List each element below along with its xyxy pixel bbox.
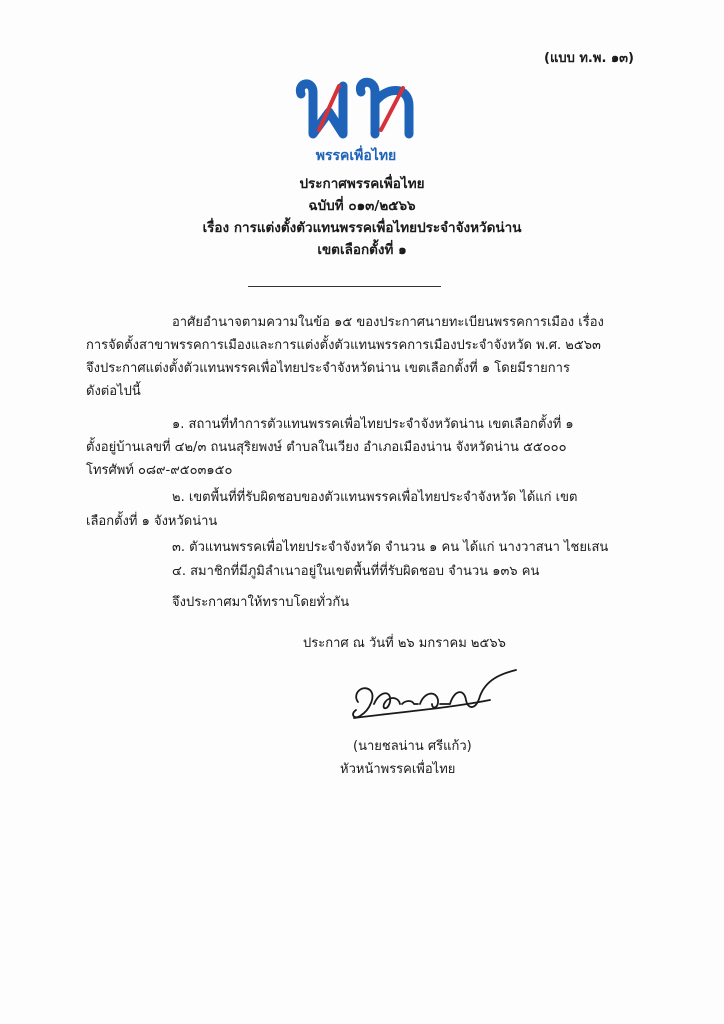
header-divider [248, 286, 441, 287]
item-1-line-1: ๑. สถานที่ทำการตัวแทนพรรคเพื่อไทยประจำจังหวัดน่าน เขตเลือกตั้งที่ ๑ [172, 417, 574, 432]
item-2-line-1: ๒. เขตพื้นที่ที่รับผิดชอบของตัวแทนพรรคเพื่อไทยประจำจังหวัด ได้แก่ เขต [172, 490, 578, 505]
intro-line-1: อาศัยอำนาจตามความในข้อ ๑๕ ของประกาศนายทะเบียนพรรคการเมือง เรื่อง [172, 315, 604, 330]
closing-text: จึงประกาศมาให้ทราบโดยทั่วกัน [172, 595, 350, 610]
party-logo-mark [291, 72, 421, 167]
intro-line-3: จึงประกาศแต่งตั้งตัวแทนพรรคเพื่อไทยประจำจังหวัดน่าน เขตเลือกตั้งที่ ๑ โดยมีรายการ [86, 361, 570, 376]
announce-date: ประกาศ ณ วันที่ ๒๖ มกราคม ๒๕๖๖ [303, 636, 506, 651]
item-3: ๓. ตัวแทนพรรคเพื่อไทยประจำจังหวัด จำนวน ๑ คน ได้แก่ นางวาสนา ไชยเสน [172, 540, 609, 555]
intro-line-2: การจัดตั้งสาขาพรรคการเมืองและการแต่งตั้งตัวแทนพรรคการเมืองประจำจังหวัด พ.ศ. ๒๕๖๓ [86, 338, 601, 353]
announcement-subject: เรื่อง การแต่งตั้งตัวแทนพรรคเพื่อไทยประจำจังหวัดน่าน [202, 220, 522, 236]
intro-line-4: ดังต่อไปนี้ [86, 384, 141, 399]
announcement-district: เขตเลือกตั้งที่ ๑ [317, 242, 407, 258]
signatory-position: หัวหน้าพรรคเพื่อไทย [340, 762, 456, 777]
signature [340, 660, 530, 730]
item-1-line-2: ตั้งอยู่บ้านเลขที่ ๔๒/๓ ถนนสุริยพงษ์ ตำบลในเวียง อำเภอเมืองน่าน จังหวัดน่าน ๕๕๐๐๐ [86, 440, 567, 455]
item-2-line-2: เลือกตั้งที่ ๑ จังหวัดน่าน [86, 514, 218, 529]
signatory-name: (นายชลน่าน ศรีแก้ว) [353, 739, 472, 754]
party-logo [291, 72, 421, 167]
signature-scribble [340, 660, 530, 730]
item-1-line-3: โทรศัพท์ ๐๘๙-๙๕๐๓๑๕๐ [86, 463, 233, 478]
item-4: ๔. สมาชิกที่มีภูมิลำเนาอยู่ในเขตพื้นที่ที่รับผิดชอบ จำนวน ๑๓๖ คน [172, 564, 540, 579]
form-code: (แบบ ท.พ. ๑๓) [544, 51, 634, 66]
announcement-number: ฉบับที่ ๐๑๓/๒๕๖๖ [308, 198, 416, 214]
announcement-title: ประกาศพรรคเพื่อไทย [299, 176, 425, 192]
party-logo-wordmark: พรรคเพื่อไทย [315, 148, 397, 164]
